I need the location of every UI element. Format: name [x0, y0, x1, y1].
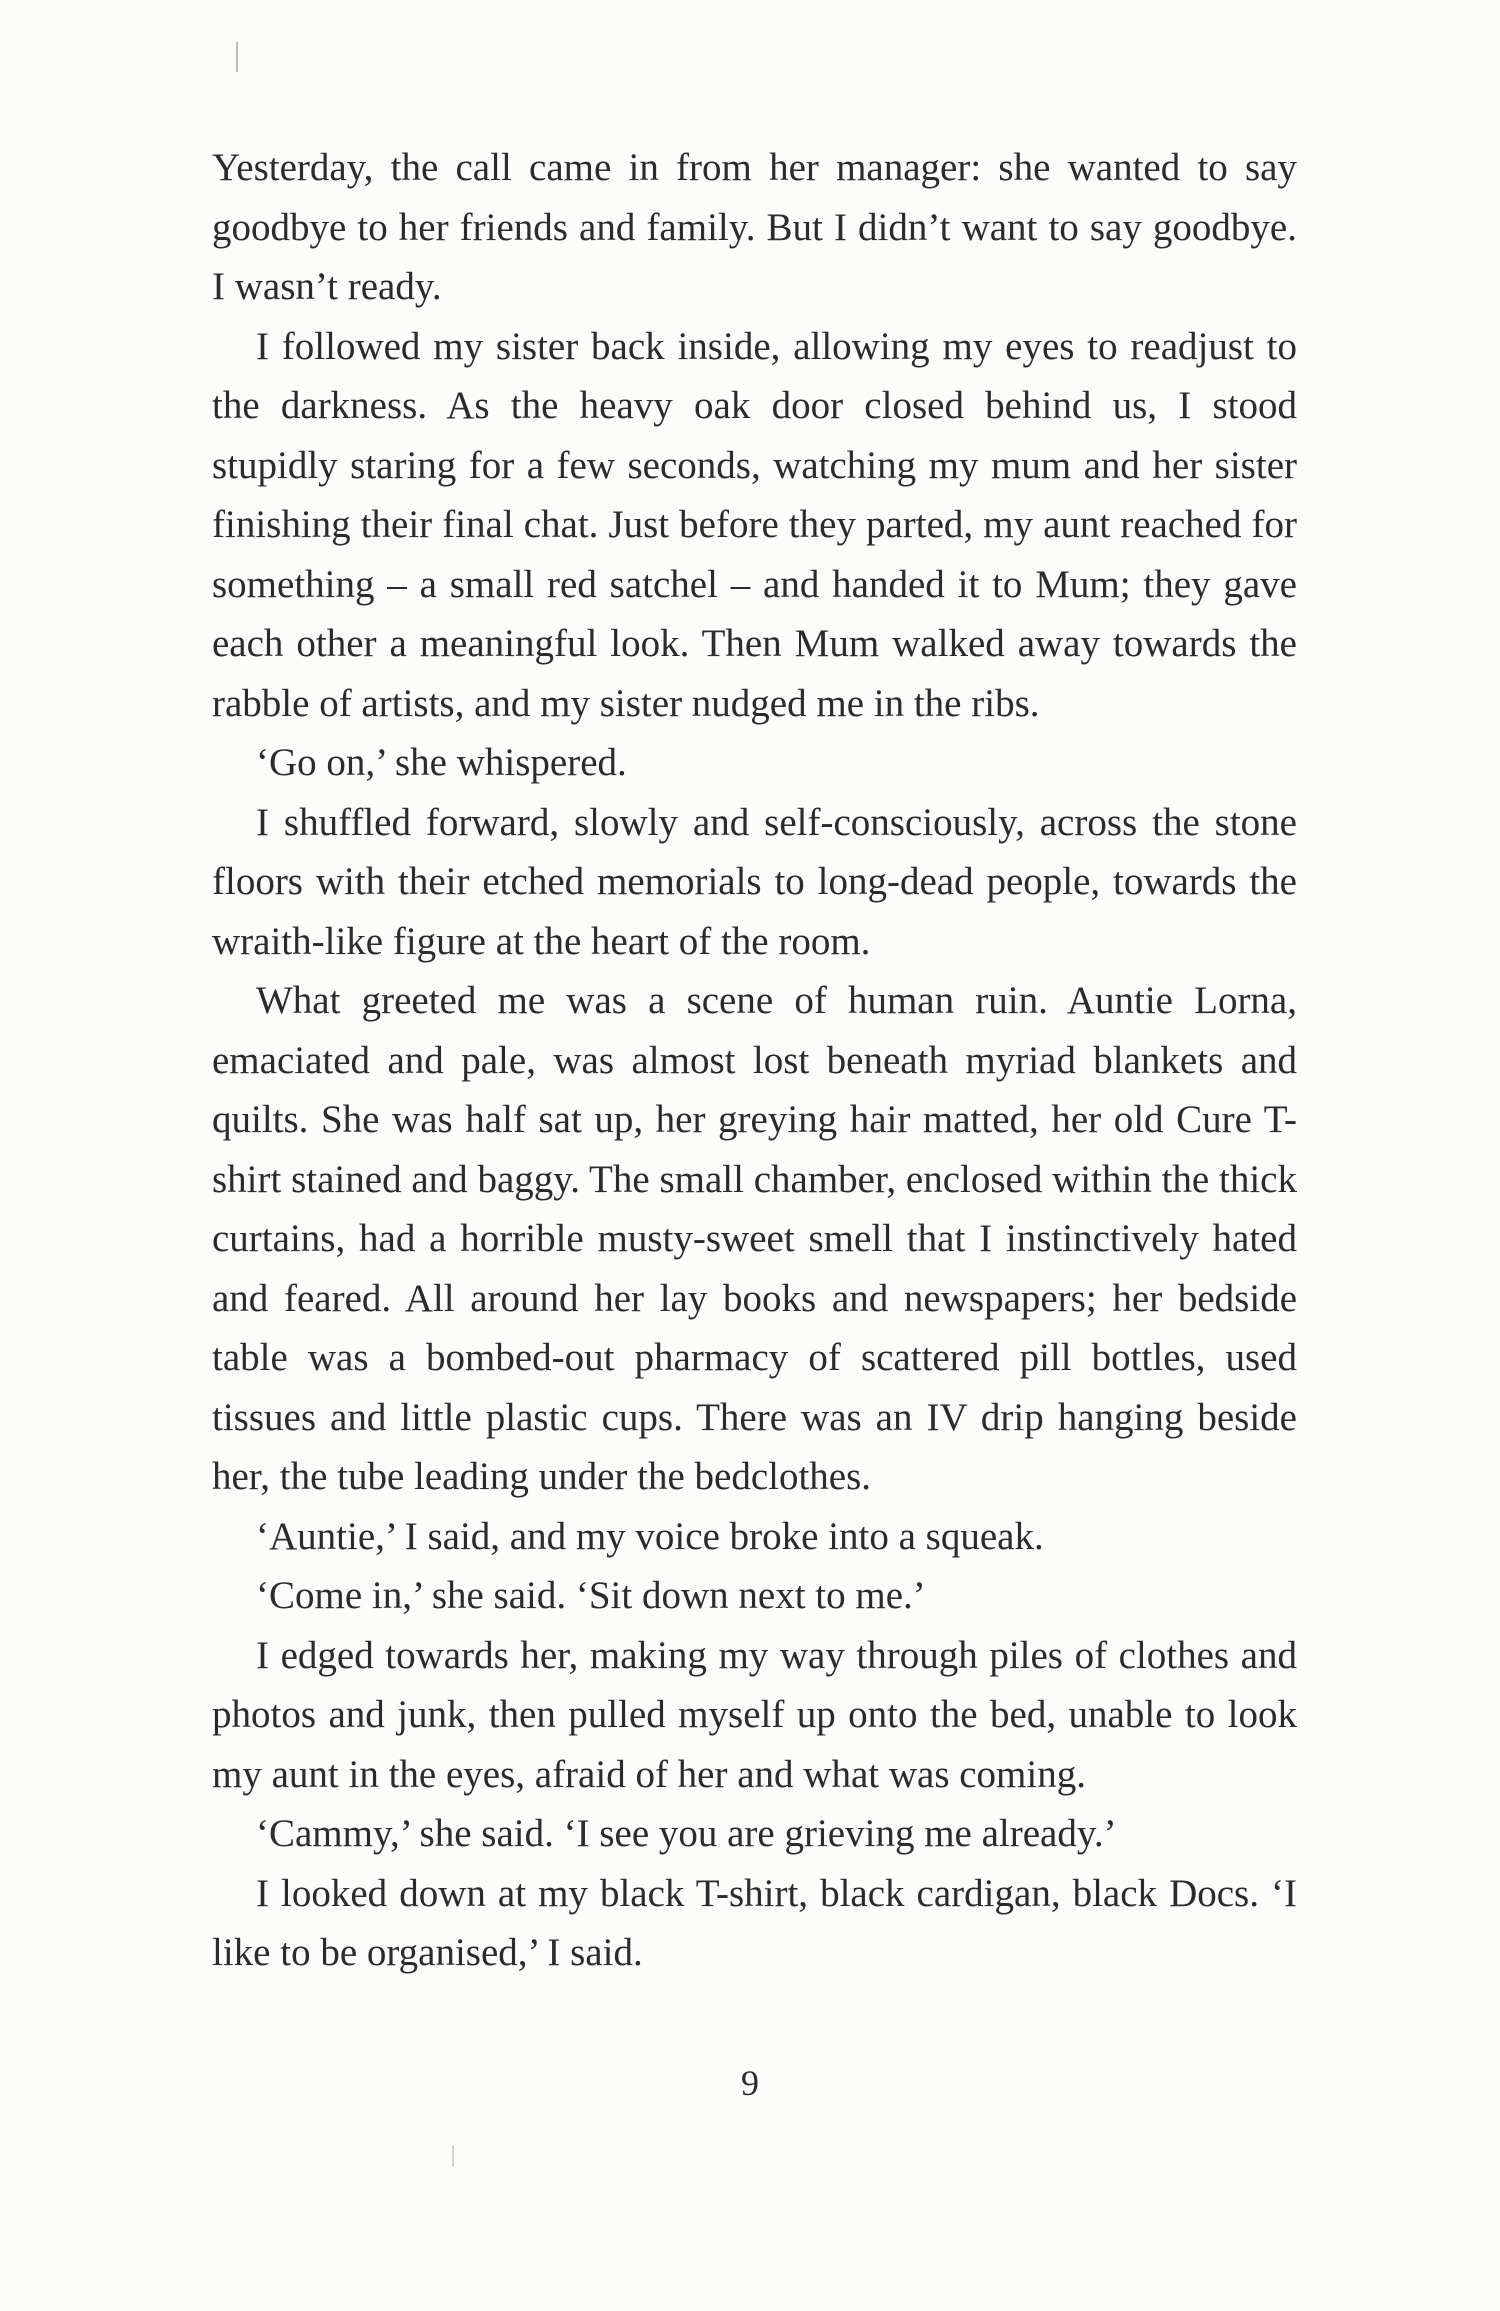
paragraph: I looked down at my black T-shirt, black cardigan, black Docs. ‘I like to be organised,’ I said. [212, 1871, 1297, 1974]
scan-artifact-mark [452, 2145, 454, 2167]
paragraph: ‘Auntie,’ I said, and my voice broke into a squeak. [256, 1514, 1044, 1558]
paragraph: ‘Come in,’ she said. ‘Sit down next to me.’ [256, 1574, 926, 1617]
paragraph: I followed my sister back inside, allowing my eyes to readjust to the darkness. As the heavy oak door closed behind us, I stood stupidly staring for a few seconds, watching my mum and her sister finishing their final chat. Just before they parted, my aunt reached for something – a small red satchel – and handed it to Mum; they gave each other a meaningful look. Then Mum walked away towards the rabble of artists, and my sister nudged me in the ribs. [212, 324, 1297, 725]
paragraph: ‘Cammy,’ she said. ‘I see you are grieving me already.’ [256, 1812, 1117, 1855]
paragraph: I shuffled forward, slowly and self-consciously, across the stone floors with their etched memorials to long-dead people, towards the wraith-like figure at the heart of the room. [212, 800, 1297, 963]
body-text [212, 138, 1297, 1983]
paragraph: I edged towards her, making my way through piles of clothes and photos and junk, then pulled myself up onto the bed, unable to look my aunt in the eyes, afraid of her and what was coming. [212, 1633, 1297, 1796]
paragraph: Yesterday, the call came in from her manager: she wanted to say goodbye to her friends and family. But I didn’t want to say goodbye. I wasn’t ready. [212, 146, 1297, 308]
paragraph: ‘Go on,’ she whispered. [256, 741, 627, 784]
scan-artifact-mark [236, 42, 238, 72]
page-number: 9 [741, 2063, 759, 2103]
paragraph: What greeted me was a scene of human ruin. Auntie Lorna, emaciated and pale, was almost lost beneath myriad blankets and quilts. She was half sat up, her greying hair matted, her old Cure T-shirt stained and baggy. The small chamber, enclosed within the thick curtains, had a horrible musty-sweet smell that I instinctively hated and feared. All around her lay books and newspapers; her bedside table was a bombed-out pharmacy of scattered pill bottles, used tissues and little plastic cups. There was an IV drip hanging beside her, the tube leading under the bedclothes. [212, 979, 1297, 1498]
